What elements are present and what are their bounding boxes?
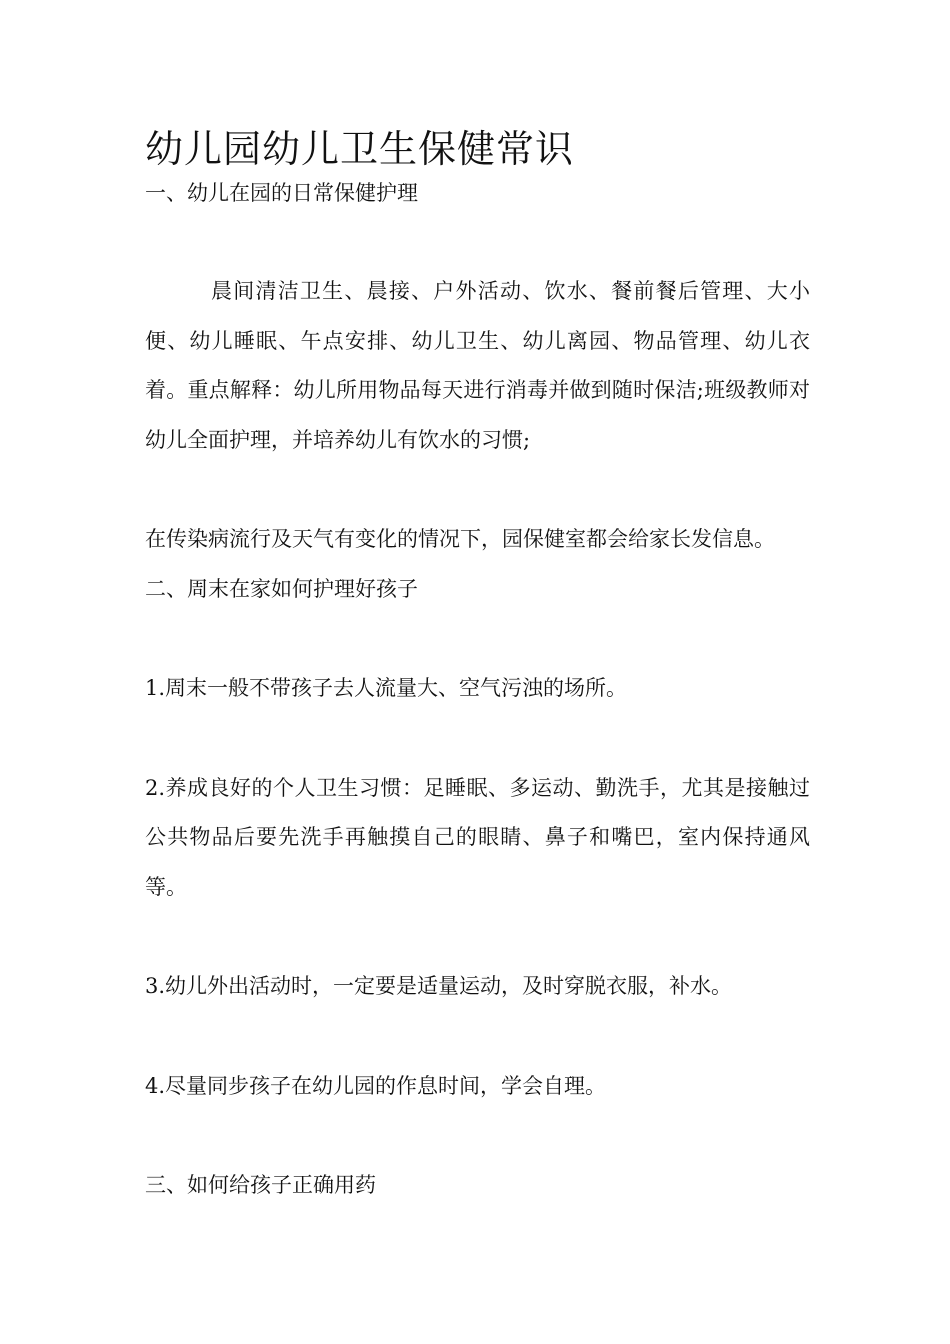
spacer xyxy=(145,210,810,267)
section-2-item-2: 2.养成良好的个人卫生习惯：足睡眠、多运动、勤洗手，尤其是接触过公共物品后要先洗手再触摸自己的眼睛、鼻子和嘴巴，室内保持通风等。 xyxy=(145,775,810,899)
section-1-heading: 一、幼儿在园的日常保健护理 xyxy=(145,181,418,205)
section-2-heading: 二、周末在家如何护理好孩子 xyxy=(145,576,418,601)
spacer xyxy=(145,465,810,515)
section-2-item-1: 1.周末一般不带孩子去人流量大、空气污浊的场所。 xyxy=(145,676,628,700)
section-3-heading: 三、如何给孩子正确用药 xyxy=(145,1173,376,1197)
spacer xyxy=(145,1111,810,1161)
section-1-paragraph-2: 在传染病流行及天气有变化的情况下，园保健室都会给家长发信息。 xyxy=(145,527,775,551)
section-2-item-3: 3.幼儿外出活动时，一定要是适量运动，及时穿脱衣服，补水。 xyxy=(145,974,733,998)
spacer xyxy=(145,912,810,962)
section-2-item-4: 4.尽量同步孩子在幼儿园的作息时间，学会自理。 xyxy=(145,1073,607,1098)
document-page xyxy=(145,122,810,1211)
spacer xyxy=(145,714,810,764)
spacer xyxy=(145,614,810,664)
spacer xyxy=(145,1012,810,1062)
section-1-paragraph-1: 晨间清洁卫生、晨接、户外活动、饮水、餐前餐后管理、大小便、幼儿睡眠、午点安排、幼儿卫生、幼儿离园、物品管理、幼儿衣着。重点解释：幼儿所用物品每天进行消毒并做到随时保洁;班级教师对幼儿全面护理，并培养幼儿有饮水的习惯; xyxy=(145,279,810,452)
document-title: 幼儿园幼儿卫生保健常识 xyxy=(145,127,575,171)
